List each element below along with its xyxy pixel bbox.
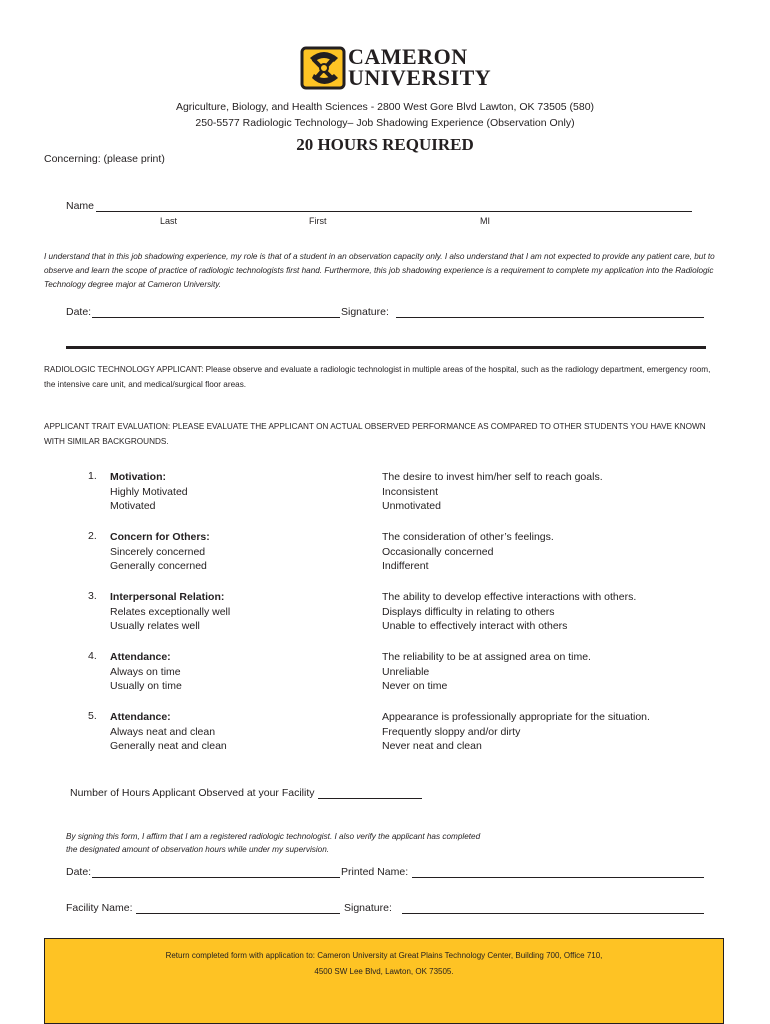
trait-number: 4.: [88, 650, 97, 662]
applicant-instructions: RADIOLOGIC TECHNOLOGY APPLICANT: Please observe and evaluate a radiologic technologist in multiple areas of the hospital, such as the radiology department, emergency room, the intensive care unit, and medical/surgical floor areas.: [44, 365, 711, 389]
logo-line-university: UNIVERSITY: [348, 65, 492, 90]
logo-wordmark: [348, 46, 491, 88]
trait-number: 2.: [88, 530, 97, 542]
technologist-signature-label: Signature:: [344, 902, 392, 914]
signature-label: Signature:: [341, 306, 389, 318]
trait-option[interactable]: Occasionally concerned: [382, 545, 494, 558]
return-instructions-line-1: Return completed form with application to: Cameron University at Great Plains Technology Center, Building 700, Office 710,: [165, 951, 603, 960]
date-field[interactable]: [92, 317, 340, 318]
address-line-1: Agriculture, Biology, and Health Sciences - 2800 West Gore Blvd Lawton, OK 73505 (580): [175, 101, 595, 113]
concerning-label: Concerning: (please print): [44, 153, 165, 165]
signature-field[interactable]: [396, 317, 704, 318]
trait-option[interactable]: Indifferent: [382, 560, 429, 572]
name-field[interactable]: [96, 211, 692, 212]
technologist-date-field[interactable]: [92, 877, 340, 878]
date-label: Date:: [66, 306, 92, 318]
trait-title: Motivation:: [110, 471, 166, 483]
name-first-caption: First: [309, 216, 327, 226]
acknowledgement-text: I understand that in this job shadowing experience, my role is that of a student in an observation capacity only. I also understand that I am not expected to provide any patient care, but to observe and learn the scope of practice of radiologic technologists first hand. Furthermore, this job shadowing experience is a requirement to complete my application into the Radiologic Technology degree major at Cameron University.: [44, 252, 715, 289]
logo-line-cameron: CAMERON: [348, 44, 468, 69]
printed-name-field[interactable]: [412, 877, 704, 878]
name-mi-caption: MI: [480, 216, 490, 226]
trait-title: Concern for Others:: [110, 531, 210, 543]
trait-option[interactable]: Generally concerned: [110, 560, 207, 572]
trait-title: Interpersonal Relation:: [110, 591, 225, 603]
technologist-statement-line-1: By signing this form, I affirm that I am a registered radiologic technologist. I also verify the applicant has completed: [66, 832, 481, 841]
trait-option[interactable]: Unmotivated: [382, 500, 441, 512]
return-instructions-line-2: 4500 SW Lee Blvd, Lawton, OK 73505.: [314, 967, 454, 976]
trait-title: Attendance:: [110, 711, 171, 723]
hours-field[interactable]: [318, 798, 422, 799]
address-line-2: 250-5577 Radiologic Technology– Job Shadowing Experience (Observation Only): [195, 117, 575, 129]
trait-option[interactable]: Never on time: [382, 680, 448, 692]
trait-description: The reliability to be at assigned area on time.: [382, 651, 591, 663]
trait-title: Attendance:: [110, 651, 171, 663]
name-last-caption: Last: [160, 216, 178, 226]
trait-option[interactable]: Usually on time: [110, 680, 182, 692]
trait-option[interactable]: Never neat and clean: [382, 740, 482, 752]
trait-option[interactable]: Displays difficulty in relating to others: [382, 605, 555, 618]
university-logo: [300, 44, 348, 92]
technologist-signature-field[interactable]: [402, 913, 704, 914]
trait-instructions: APPLICANT TRAIT EVALUATION: PLEASE EVALUATE THE APPLICANT ON ACTUAL OBSERVED PERFORMANCE AS COMPARED TO OTHER STUDENTS YOU HAVE KNOWN WITH SIMILAR BACKGROUNDS.: [44, 422, 706, 446]
page-title: 20 HOURS REQUIRED: [296, 135, 474, 154]
facility-name-label: Facility Name:: [66, 902, 133, 914]
facility-name-field[interactable]: [136, 913, 340, 914]
trait-option[interactable]: Generally neat and clean: [110, 740, 227, 752]
trait-number: 5.: [88, 710, 97, 722]
trait-description: The consideration of other’s feelings.: [382, 531, 554, 543]
trait-option[interactable]: Highly Motivated: [110, 485, 188, 498]
technologist-statement-line-2: the designated amount of observation hours while under my supervision.: [66, 845, 330, 854]
trait-number: 3.: [88, 590, 97, 602]
trait-option[interactable]: Frequently sloppy and/or dirty: [382, 725, 521, 738]
name-label: Name: [66, 200, 95, 212]
trait-option[interactable]: Always neat and clean: [110, 725, 216, 738]
hours-label: Number of Hours Applicant Observed at your Facility: [70, 787, 315, 799]
section-divider: [66, 346, 706, 349]
trait-description: Appearance is professionally appropriate for the situation.: [382, 711, 650, 723]
trait-option[interactable]: Motivated: [110, 500, 156, 512]
trait-number: 1.: [88, 470, 97, 482]
trait-option[interactable]: Relates exceptionally well: [110, 605, 231, 618]
cameron-emblem-icon: [300, 44, 348, 92]
trait-option[interactable]: Inconsistent: [382, 485, 439, 498]
printed-name-label: Printed Name:: [341, 866, 409, 878]
trait-option[interactable]: Always on time: [110, 665, 181, 678]
trait-option[interactable]: Usually relates well: [110, 620, 200, 632]
trait-option[interactable]: Unreliable: [382, 665, 430, 678]
trait-description: The desire to invest him/her self to reach goals.: [382, 471, 603, 483]
date-label: Date:: [66, 866, 92, 878]
trait-option[interactable]: Sincerely concerned: [110, 545, 206, 558]
trait-option[interactable]: Unable to effectively interact with others: [382, 620, 568, 632]
trait-description: The ability to develop effective interactions with others.: [382, 591, 637, 603]
